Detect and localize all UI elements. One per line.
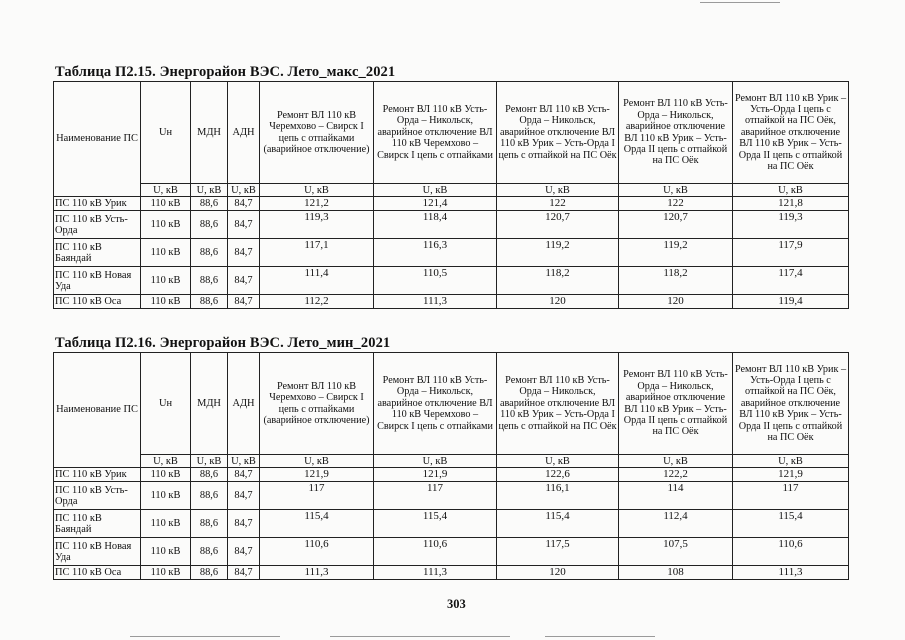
table-row (54, 295, 849, 309)
table-row (54, 267, 849, 295)
unit-cell: U, кВ (374, 455, 497, 468)
nominal-voltage-cell: 110 кВ (141, 295, 191, 309)
voltage-value-cell: 115,4 (374, 510, 497, 538)
unit-cell: U, кВ (141, 455, 191, 468)
voltage-value-cell: 120 (619, 295, 733, 309)
voltage-value-cell: 118,4 (374, 211, 497, 239)
voltage-value-cell: 107,5 (619, 538, 733, 566)
unit-cell: U, кВ (497, 184, 619, 197)
adn-cell: 84,7 (228, 566, 260, 580)
scan-artifact-line (700, 2, 780, 3)
unit-cell: U, кВ (191, 455, 228, 468)
scenario-header-cell: Ремонт ВЛ 110 кВ Черемхово – Свирск I цепь с отпайками (аварийное отключение) (260, 82, 374, 184)
nominal-voltage-cell: 110 кВ (141, 211, 191, 239)
substation-name-cell: ПС 110 кВ Баяндай (54, 510, 141, 538)
unit-cell: U, кВ (228, 184, 260, 197)
voltage-value-cell: 117 (733, 482, 849, 510)
header-adn-cell: АДН (228, 82, 260, 184)
table-row (54, 510, 849, 538)
voltage-table-summer-max (53, 81, 849, 309)
voltage-value-cell: 119,2 (619, 239, 733, 267)
adn-cell: 84,7 (228, 211, 260, 239)
scenario-header-cell: Ремонт ВЛ 110 кВ Усть-Орда – Никольск, аварийное отключение ВЛ 110 кВ Урик – Усть-Орда I цепь с отпайкой на ПС Оёк (497, 353, 619, 455)
header-mdn-cell: МДН (191, 82, 228, 184)
scan-artifact-line (545, 636, 655, 637)
table-row (54, 239, 849, 267)
units-row (54, 184, 849, 197)
substation-name-cell: ПС 110 кВ Оса (54, 295, 141, 309)
nominal-voltage-cell: 110 кВ (141, 510, 191, 538)
table-title: Таблица П2.15. Энергорайон ВЭС. Лето_макс_2021 (55, 64, 396, 80)
voltage-value-cell: 121,8 (733, 197, 849, 211)
scenario-header-cell: Ремонт ВЛ 110 кВ Урик – Усть-Орда I цепь с отпайкой на ПС Оёк, аварийное отключение ВЛ 110 кВ Урик – Усть-Орда II цепь с отпайкой на ПС Оёк (733, 82, 849, 184)
nominal-voltage-cell: 110 кВ (141, 197, 191, 211)
table-row (54, 566, 849, 580)
substation-name-cell: ПС 110 кВ Новая Уда (54, 538, 141, 566)
voltage-value-cell: 121,9 (260, 468, 374, 482)
header-row (54, 353, 849, 455)
header-name-cell: Наименование ПС (54, 353, 141, 468)
header-adn-cell: АДН (228, 353, 260, 455)
voltage-value-cell: 118,2 (619, 267, 733, 295)
voltage-value-cell: 117,9 (733, 239, 849, 267)
adn-cell: 84,7 (228, 239, 260, 267)
scenario-header-cell: Ремонт ВЛ 110 кВ Усть-Орда – Никольск, аварийное отключение ВЛ 110 кВ Черемхово – Свирск I цепь с отпайками (374, 353, 497, 455)
scenario-header-cell: Ремонт ВЛ 110 кВ Черемхово – Свирск I цепь с отпайками (аварийное отключение) (260, 353, 374, 455)
mdn-cell: 88,6 (191, 239, 228, 267)
nominal-voltage-cell: 110 кВ (141, 538, 191, 566)
mdn-cell: 88,6 (191, 468, 228, 482)
adn-cell: 84,7 (228, 197, 260, 211)
adn-cell: 84,7 (228, 482, 260, 510)
voltage-value-cell: 122 (497, 197, 619, 211)
adn-cell: 84,7 (228, 267, 260, 295)
voltage-value-cell: 114 (619, 482, 733, 510)
mdn-cell: 88,6 (191, 566, 228, 580)
mdn-cell: 88,6 (191, 211, 228, 239)
voltage-value-cell: 119,3 (260, 211, 374, 239)
nominal-voltage-cell: 110 кВ (141, 239, 191, 267)
voltage-value-cell: 110,6 (374, 538, 497, 566)
voltage-value-cell: 120,7 (619, 211, 733, 239)
scenario-header-cell: Ремонт ВЛ 110 кВ Усть-Орда – Никольск, аварийное отключение ВЛ 110 кВ Урик – Усть-Орда I цепь с отпайкой на ПС Оёк (497, 82, 619, 184)
unit-cell: U, кВ (374, 184, 497, 197)
unit-cell: U, кВ (228, 455, 260, 468)
unit-cell: U, кВ (619, 184, 733, 197)
voltage-value-cell: 121,4 (374, 197, 497, 211)
voltage-value-cell: 117,1 (260, 239, 374, 267)
voltage-value-cell: 111,3 (260, 566, 374, 580)
adn-cell: 84,7 (228, 510, 260, 538)
unit-cell: U, кВ (733, 455, 849, 468)
nominal-voltage-cell: 110 кВ (141, 267, 191, 295)
voltage-value-cell: 115,4 (260, 510, 374, 538)
substation-name-cell: ПС 110 кВ Урик (54, 468, 141, 482)
voltage-value-cell: 117 (374, 482, 497, 510)
voltage-value-cell: 110,6 (260, 538, 374, 566)
scan-artifact-line (330, 636, 510, 637)
unit-cell: U, кВ (260, 455, 374, 468)
table-row (54, 538, 849, 566)
substation-name-cell: ПС 110 кВ Урик (54, 197, 141, 211)
voltage-value-cell: 122,6 (497, 468, 619, 482)
voltage-value-cell: 119,4 (733, 295, 849, 309)
header-un-cell: Uн (141, 82, 191, 184)
scenario-header-cell: Ремонт ВЛ 110 кВ Усть-Орда – Никольск, аварийное отключение ВЛ 110 кВ Урик – Усть-Орда II цепь с отпайкой на ПС Оёк (619, 82, 733, 184)
nominal-voltage-cell: 110 кВ (141, 482, 191, 510)
voltage-value-cell: 119,3 (733, 211, 849, 239)
substation-name-cell: ПС 110 кВ Новая Уда (54, 267, 141, 295)
voltage-value-cell: 117 (260, 482, 374, 510)
scenario-header-cell: Ремонт ВЛ 110 кВ Усть-Орда – Никольск, аварийное отключение ВЛ 110 кВ Урик – Усть-Орда II цепь с отпайкой на ПС Оёк (619, 353, 733, 455)
nominal-voltage-cell: 110 кВ (141, 468, 191, 482)
unit-cell: U, кВ (191, 184, 228, 197)
substation-name-cell: ПС 110 кВ Усть-Орда (54, 482, 141, 510)
voltage-value-cell: 116,3 (374, 239, 497, 267)
voltage-value-cell: 115,4 (497, 510, 619, 538)
unit-cell: U, кВ (619, 455, 733, 468)
table-row (54, 482, 849, 510)
table-title: Таблица П2.16. Энергорайон ВЭС. Лето_мин_2021 (55, 335, 391, 351)
header-un-cell: Uн (141, 353, 191, 455)
substation-name-cell: ПС 110 кВ Усть-Орда (54, 211, 141, 239)
voltage-table-summer-min (53, 352, 849, 580)
mdn-cell: 88,6 (191, 482, 228, 510)
table-row (54, 211, 849, 239)
unit-cell: U, кВ (141, 184, 191, 197)
mdn-cell: 88,6 (191, 538, 228, 566)
adn-cell: 84,7 (228, 538, 260, 566)
voltage-value-cell: 122 (619, 197, 733, 211)
voltage-value-cell: 121,2 (260, 197, 374, 211)
voltage-value-cell: 120 (497, 295, 619, 309)
header-name-cell: Наименование ПС (54, 82, 141, 197)
scenario-header-cell: Ремонт ВЛ 110 кВ Усть-Орда – Никольск, аварийное отключение ВЛ 110 кВ Черемхово – Свирск I цепь с отпайками (374, 82, 497, 184)
unit-cell: U, кВ (260, 184, 374, 197)
voltage-value-cell: 111,4 (260, 267, 374, 295)
voltage-value-cell: 122,2 (619, 468, 733, 482)
mdn-cell: 88,6 (191, 197, 228, 211)
voltage-value-cell: 117,5 (497, 538, 619, 566)
voltage-value-cell: 117,4 (733, 267, 849, 295)
page-number: 303 (447, 597, 466, 611)
mdn-cell: 88,6 (191, 295, 228, 309)
voltage-value-cell: 110,5 (374, 267, 497, 295)
scenario-header-cell: Ремонт ВЛ 110 кВ Урик – Усть-Орда I цепь с отпайкой на ПС Оёк, аварийное отключение ВЛ 110 кВ Урик – Усть-Орда II цепь с отпайкой на ПС Оёк (733, 353, 849, 455)
voltage-value-cell: 112,4 (619, 510, 733, 538)
mdn-cell: 88,6 (191, 267, 228, 295)
nominal-voltage-cell: 110 кВ (141, 566, 191, 580)
unit-cell: U, кВ (733, 184, 849, 197)
voltage-value-cell: 111,3 (374, 566, 497, 580)
voltage-value-cell: 121,9 (374, 468, 497, 482)
voltage-value-cell: 110,6 (733, 538, 849, 566)
voltage-value-cell: 120 (497, 566, 619, 580)
substation-name-cell: ПС 110 кВ Оса (54, 566, 141, 580)
voltage-value-cell: 108 (619, 566, 733, 580)
voltage-value-cell: 115,4 (733, 510, 849, 538)
voltage-value-cell: 111,3 (733, 566, 849, 580)
voltage-value-cell: 111,3 (374, 295, 497, 309)
header-mdn-cell: МДН (191, 353, 228, 455)
voltage-value-cell: 121,9 (733, 468, 849, 482)
header-row (54, 82, 849, 184)
units-row (54, 455, 849, 468)
adn-cell: 84,7 (228, 295, 260, 309)
scan-artifact-line (130, 636, 280, 637)
voltage-value-cell: 120,7 (497, 211, 619, 239)
voltage-value-cell: 116,1 (497, 482, 619, 510)
voltage-value-cell: 118,2 (497, 267, 619, 295)
substation-name-cell: ПС 110 кВ Баяндай (54, 239, 141, 267)
table-row (54, 468, 849, 482)
voltage-value-cell: 112,2 (260, 295, 374, 309)
mdn-cell: 88,6 (191, 510, 228, 538)
table-row (54, 197, 849, 211)
unit-cell: U, кВ (497, 455, 619, 468)
adn-cell: 84,7 (228, 468, 260, 482)
voltage-value-cell: 119,2 (497, 239, 619, 267)
